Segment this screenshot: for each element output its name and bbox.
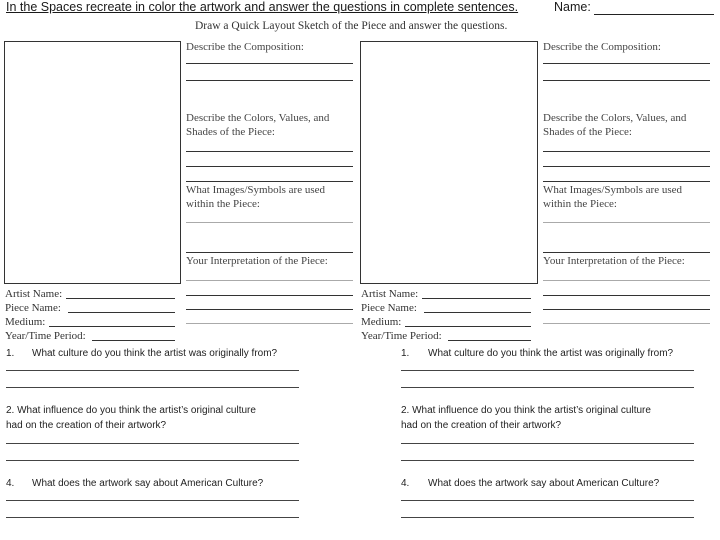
answer-line[interactable] bbox=[186, 80, 353, 81]
artist-name-line[interactable] bbox=[422, 298, 531, 299]
q-images-right-1: What Images/Symbols are used bbox=[543, 184, 682, 196]
q2-text-right-2: had on the creation of their artwork? bbox=[401, 420, 562, 431]
q2-text-right-1: 2. What influence do you think the artist’s original culture bbox=[401, 405, 651, 416]
q-images-left-2: within the Piece: bbox=[186, 198, 260, 210]
answer-line[interactable] bbox=[543, 166, 710, 167]
answer-line[interactable] bbox=[401, 460, 694, 461]
answer-line[interactable] bbox=[186, 309, 353, 310]
medium-line[interactable] bbox=[405, 326, 531, 327]
q4-number-right: 4. bbox=[401, 478, 410, 489]
answer-line[interactable] bbox=[6, 500, 299, 501]
answer-line[interactable] bbox=[401, 443, 694, 444]
q-images-right-2: within the Piece: bbox=[543, 198, 617, 210]
sketch-box-left[interactable] bbox=[4, 41, 181, 284]
piece-name-line[interactable] bbox=[424, 312, 531, 313]
answer-line[interactable] bbox=[543, 323, 710, 324]
q2-text-left-1: 2. What influence do you think the artist’s original culture bbox=[6, 405, 256, 416]
answer-line[interactable] bbox=[543, 309, 710, 310]
q-colors-left-2: Shades of the Piece: bbox=[186, 126, 275, 138]
answer-line[interactable] bbox=[186, 151, 353, 152]
answer-line[interactable] bbox=[543, 181, 710, 182]
q1-text-left: What culture do you think the artist was originally from? bbox=[32, 348, 278, 359]
answer-line[interactable] bbox=[6, 460, 299, 461]
answer-line[interactable] bbox=[186, 323, 353, 324]
medium-label-right: Medium: bbox=[361, 316, 402, 328]
instructions: In the Spaces recreate in color the artwork and answer the questions in complete sentences. bbox=[6, 0, 519, 14]
q1-number-left: 1. bbox=[6, 348, 15, 359]
year-line[interactable] bbox=[92, 340, 175, 341]
answer-line[interactable] bbox=[543, 295, 710, 296]
answer-line[interactable] bbox=[401, 387, 694, 388]
answer-line[interactable] bbox=[186, 295, 353, 296]
year-line[interactable] bbox=[448, 340, 531, 341]
answer-line[interactable] bbox=[401, 517, 694, 518]
answer-line[interactable] bbox=[186, 63, 353, 64]
answer-line[interactable] bbox=[6, 387, 299, 388]
answer-line[interactable] bbox=[186, 166, 353, 167]
answer-line[interactable] bbox=[401, 370, 694, 371]
name-field-line[interactable] bbox=[594, 14, 714, 15]
answer-line[interactable] bbox=[186, 252, 353, 253]
answer-line[interactable] bbox=[543, 252, 710, 253]
artist-name-line[interactable] bbox=[66, 298, 175, 299]
q-colors-right-1: Describe the Colors, Values, and bbox=[543, 112, 687, 124]
answer-line[interactable] bbox=[6, 370, 299, 371]
q-images-left-1: What Images/Symbols are used bbox=[186, 184, 325, 196]
q-colors-right-2: Shades of the Piece: bbox=[543, 126, 632, 138]
q1-text-right: What culture do you think the artist was originally from? bbox=[428, 348, 674, 359]
q1-number-right: 1. bbox=[401, 348, 410, 359]
medium-line[interactable] bbox=[49, 326, 175, 327]
q4-number-left: 4. bbox=[6, 478, 15, 489]
answer-line[interactable] bbox=[543, 222, 710, 223]
q4-text-left: What does the artwork say about American Culture? bbox=[32, 478, 264, 489]
sketch-subtitle: Draw a Quick Layout Sketch of the Piece and answer the questions. bbox=[195, 20, 508, 32]
year-label-right: Year/Time Period: bbox=[361, 330, 442, 342]
sketch-box-right[interactable] bbox=[360, 41, 538, 284]
answer-line[interactable] bbox=[401, 500, 694, 501]
name-label: Name: bbox=[554, 0, 591, 14]
q-colors-left-1: Describe the Colors, Values, and bbox=[186, 112, 330, 124]
answer-line[interactable] bbox=[543, 280, 710, 281]
piece-name-label-right: Piece Name: bbox=[361, 302, 417, 314]
q-interpretation-left: Your Interpretation of the Piece: bbox=[186, 255, 328, 267]
year-label-left: Year/Time Period: bbox=[5, 330, 86, 342]
answer-line[interactable] bbox=[186, 280, 353, 281]
piece-name-line[interactable] bbox=[68, 312, 175, 313]
answer-line[interactable] bbox=[543, 151, 710, 152]
answer-line[interactable] bbox=[186, 181, 353, 182]
q-interpretation-right: Your Interpretation of the Piece: bbox=[543, 255, 685, 267]
q2-text-left-2: had on the creation of their artwork? bbox=[6, 420, 167, 431]
artist-name-label-right: Artist Name: bbox=[361, 288, 419, 300]
q-composition-left: Describe the Composition: bbox=[186, 41, 304, 53]
q4-text-right: What does the artwork say about American Culture? bbox=[428, 478, 660, 489]
answer-line[interactable] bbox=[543, 80, 710, 81]
answer-line[interactable] bbox=[6, 443, 299, 444]
q-composition-right: Describe the Composition: bbox=[543, 41, 661, 53]
medium-label-left: Medium: bbox=[5, 316, 46, 328]
answer-line[interactable] bbox=[186, 222, 353, 223]
answer-line[interactable] bbox=[543, 63, 710, 64]
artist-name-label-left: Artist Name: bbox=[5, 288, 63, 300]
piece-name-label-left: Piece Name: bbox=[5, 302, 61, 314]
answer-line[interactable] bbox=[6, 517, 299, 518]
